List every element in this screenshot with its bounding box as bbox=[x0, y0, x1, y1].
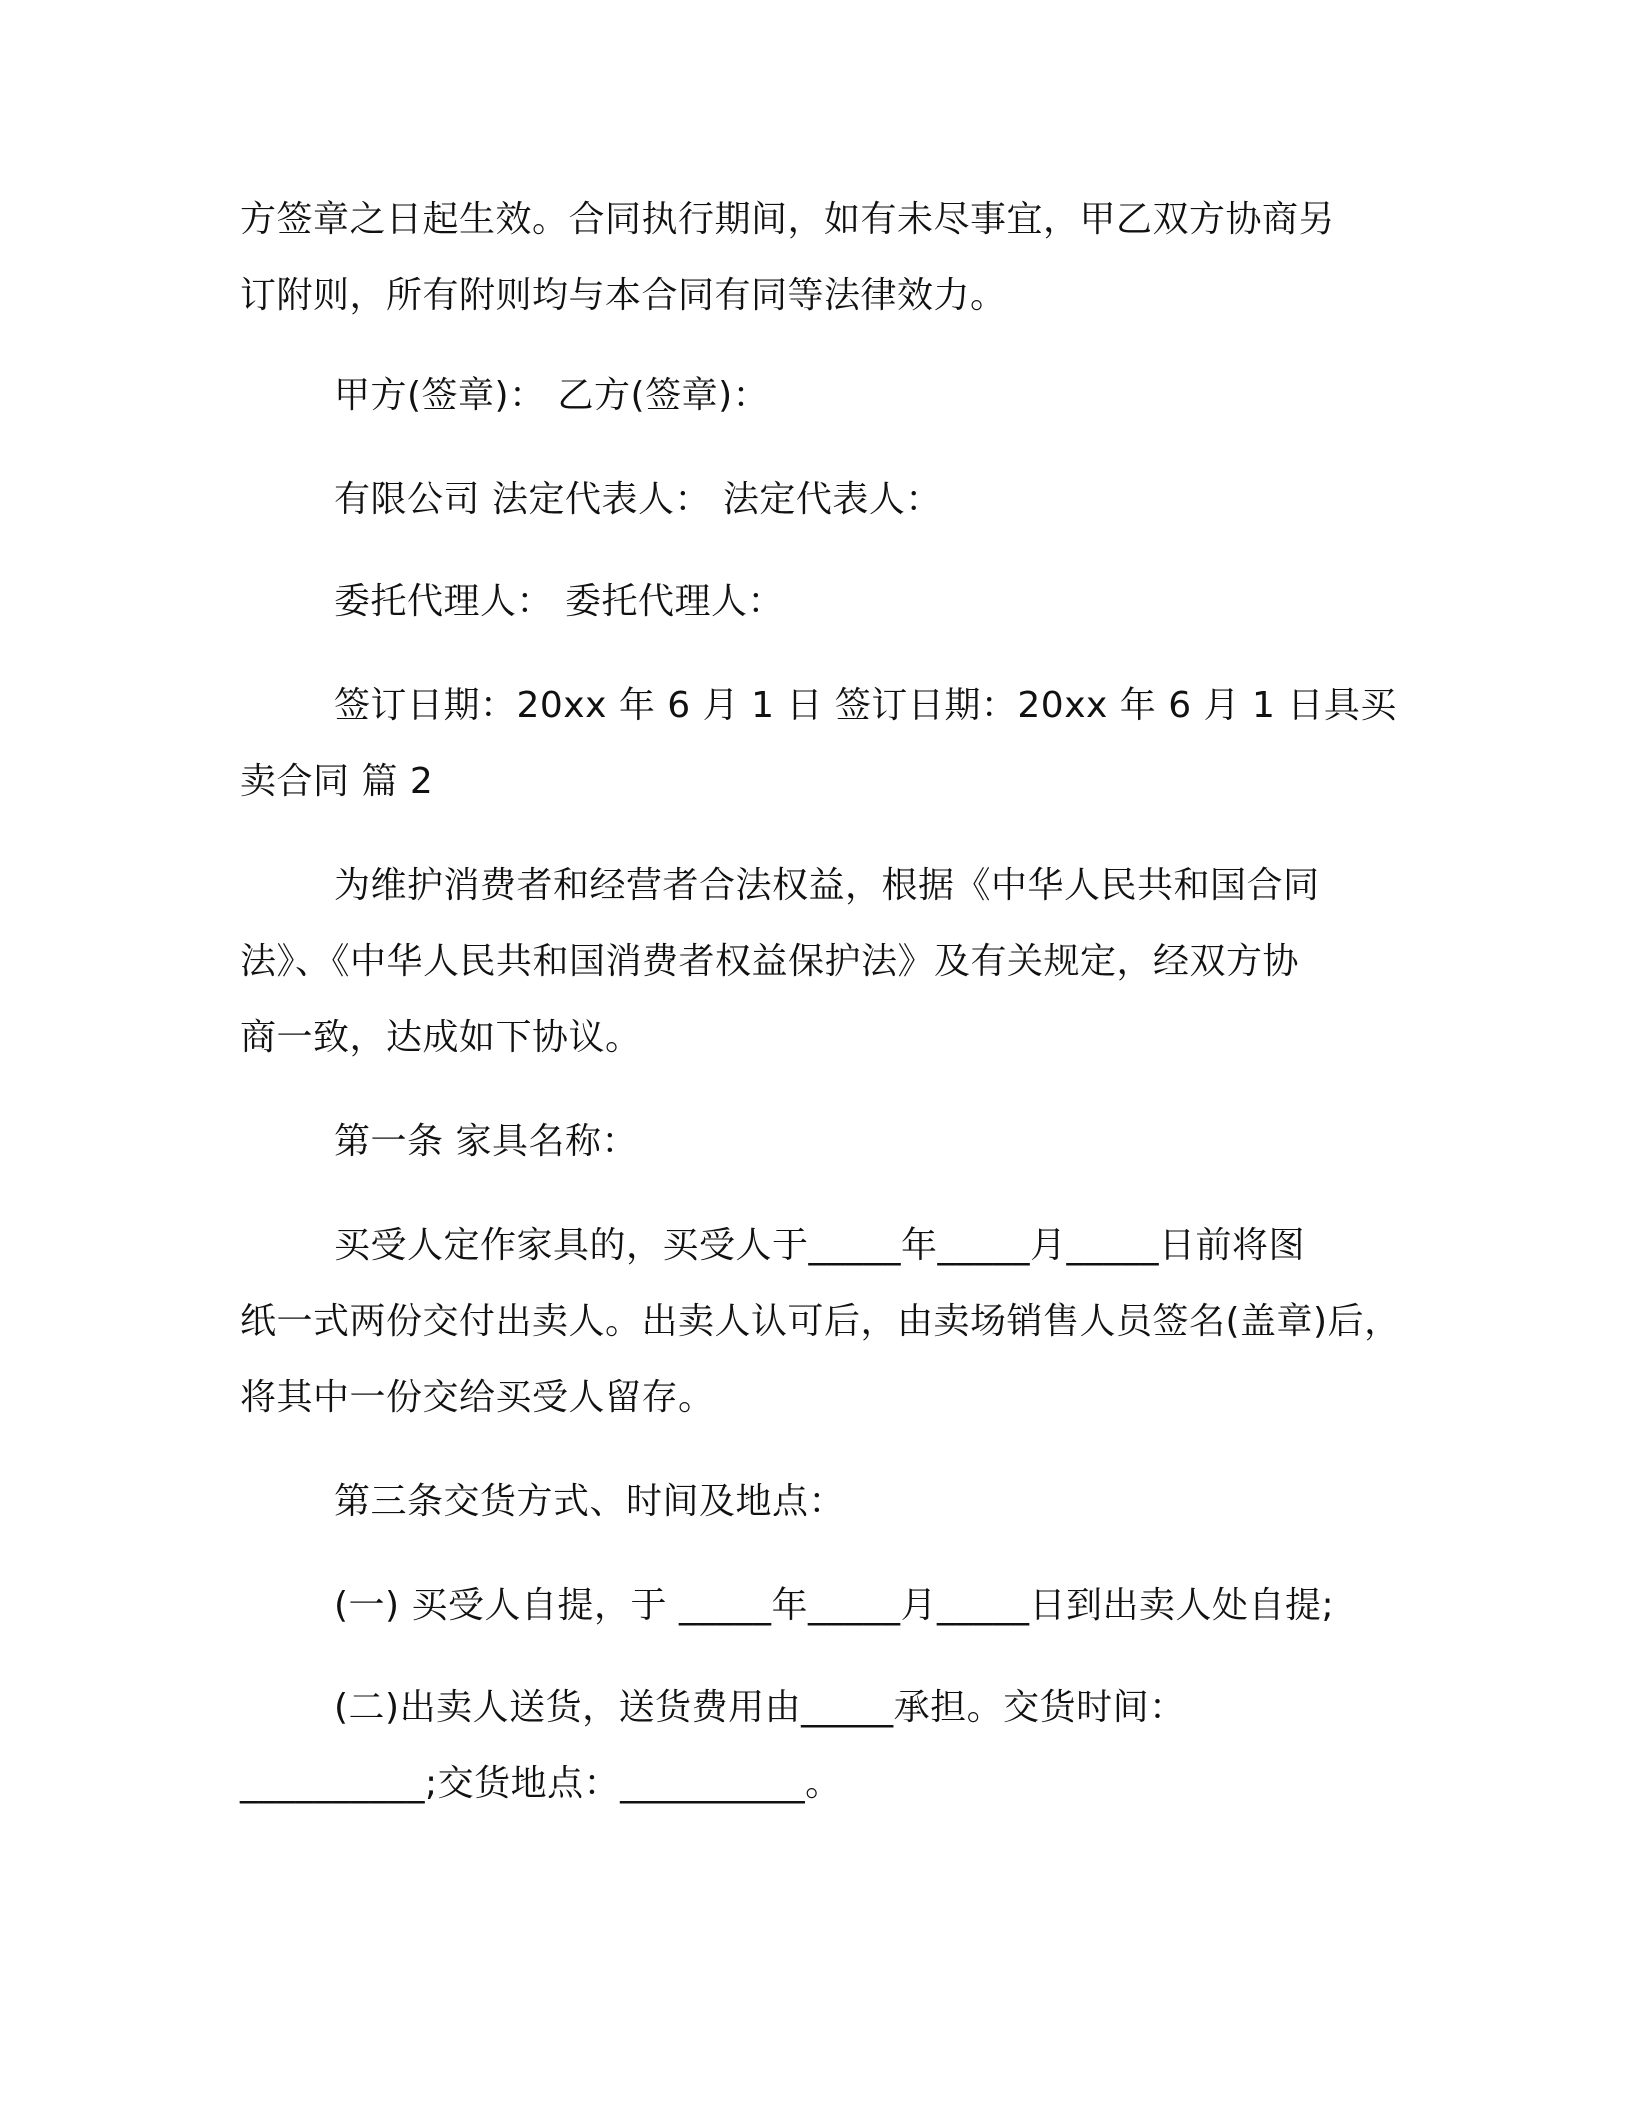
signature-party-line: 甲方(签章)： 乙方(签章)： bbox=[334, 375, 770, 416]
text-line: (一) 买受人自提，于 _____年_____月_____日到出卖人处自提; bbox=[334, 1585, 1335, 1626]
agent-line: 委托代理人： 委托代理人： bbox=[334, 581, 784, 622]
text-line: 订附则，所有附则均与本合同有同等法律效力。 bbox=[240, 275, 1007, 316]
clause-title: 第一条 家具名称： bbox=[334, 1121, 638, 1162]
text-line: (二)出卖人送货，送货费用由_____承担。交货时间： bbox=[334, 1687, 1186, 1728]
text-line: 买受人定作家具的，买受人于_____年_____月_____日前将图 bbox=[334, 1225, 1306, 1266]
legal-representative-line: 有限公司 法定代表人： 法定代表人： bbox=[334, 479, 942, 520]
signing-date-line: 签订日期：20xx 年 6 月 1 日 签订日期：20xx 年 6 月 1 日具买 bbox=[334, 685, 1397, 726]
text-line: 法》、《中华人民共和国消费者权益保护法》及有关规定，经双方协 bbox=[240, 941, 1300, 982]
section-title: 卖合同 篇 2 bbox=[240, 761, 434, 802]
clause-title: 第三条交货方式、时间及地点： bbox=[334, 1481, 846, 1522]
text-line: 商一致，达成如下协议。 bbox=[240, 1017, 642, 1058]
text-line: 为维护消费者和经营者合法权益，根据《中华人民共和国合同 bbox=[334, 865, 1320, 906]
text-line: 方签章之日起生效。合同执行期间，如有未尽事宜，甲乙双方协商另 bbox=[240, 199, 1336, 240]
text-line: __________;交货地点：__________。 bbox=[240, 1763, 842, 1804]
text-line: 纸一式两份交付出卖人。出卖人认可后，由卖场销售人员签名(盖章)后， bbox=[240, 1301, 1401, 1342]
text-line: 将其中一份交给买受人留存。 bbox=[240, 1377, 715, 1418]
